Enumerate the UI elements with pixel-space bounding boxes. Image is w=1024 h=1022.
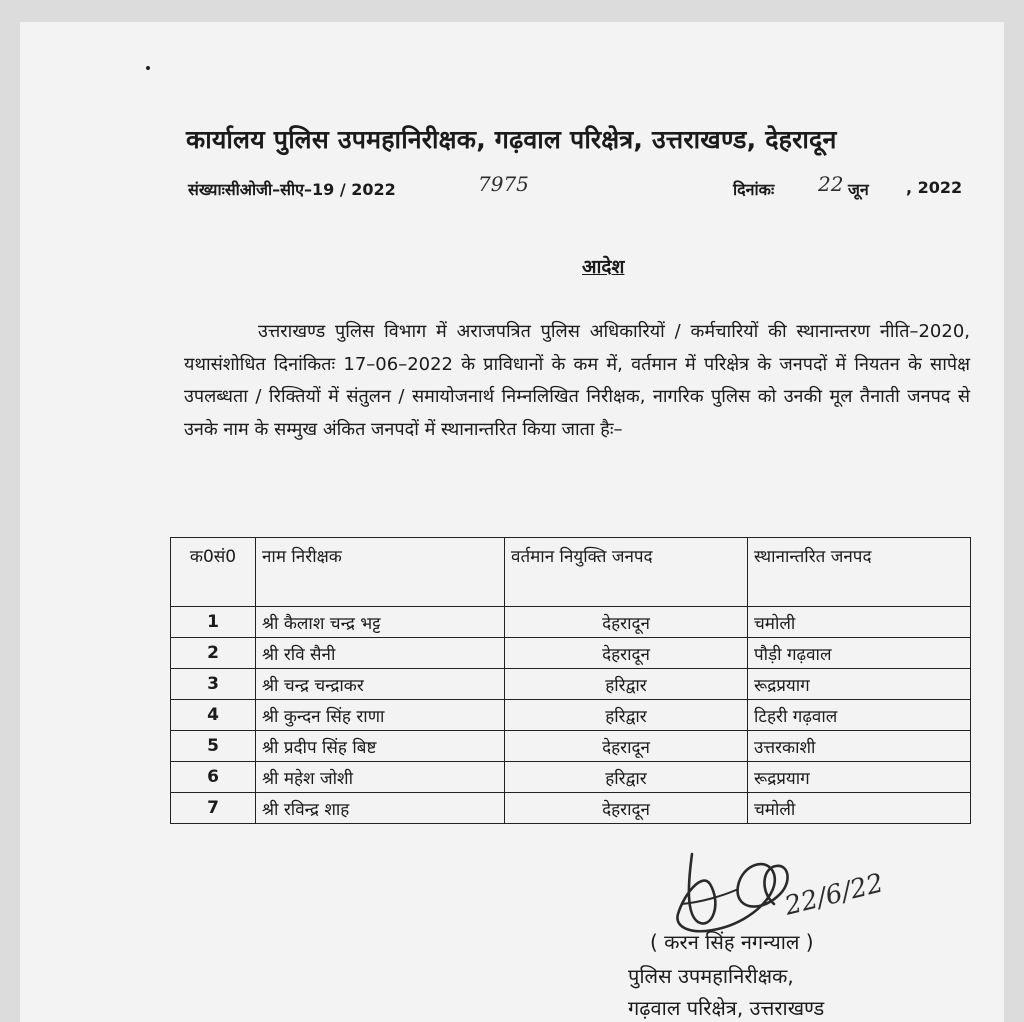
cell-current-district: हरिद्वार bbox=[505, 700, 748, 731]
transfer-table bbox=[170, 537, 971, 824]
office-title: कार्यालय पुलिस उपमहानिरीक्षक, गढ़वाल परिक्षेत्र, उत्तराखण्ड, देहरादून bbox=[186, 125, 837, 154]
signature-date-handwritten: 22/6/22 bbox=[781, 868, 887, 922]
cell-serial: 1 bbox=[171, 607, 256, 638]
cell-serial: 3 bbox=[171, 669, 256, 700]
reference-label: संख्याःसीओजी–सीए–19 / 2022 bbox=[188, 180, 396, 199]
table-header-row bbox=[171, 538, 971, 607]
cell-transferred-district: रूद्रप्रयाग bbox=[748, 762, 971, 793]
cell-current-district: देहरादून bbox=[505, 607, 748, 638]
cell-transferred-district: रूद्रप्रयाग bbox=[748, 669, 971, 700]
date-month: जून bbox=[848, 180, 869, 199]
date-label: दिनांकः bbox=[733, 180, 775, 199]
header-current-district: वर्तमान नियुक्ति जनपद bbox=[505, 538, 748, 607]
header-transferred-district: स्थानान्तरित जनपद bbox=[748, 538, 971, 607]
signer-designation: पुलिस उपमहानिरीक्षक, bbox=[628, 964, 794, 988]
cell-serial: 2 bbox=[171, 638, 256, 669]
cell-current-district: हरिद्वार bbox=[505, 669, 748, 700]
cell-current-district: देहरादून bbox=[505, 731, 748, 762]
cell-serial: 5 bbox=[171, 731, 256, 762]
order-body: उत्तराखण्ड पुलिस विभाग में अराजपत्रित पुलिस अधिकारियों / कर्मचारियों की स्थानान्तरण नीति–2020, यथासंशोधित दिनांकितः 17–06–2022 के प्राविधानों के कम में, वर्तमान में परिक्षेत्र के जनपदों में नियतन के सापेक्ष उपलब्धता / रिक्तियों में संतुलन / समायोजनार्थ निम्नलिखित निरीक्षक, नागरिक पुलिस को उनकी मूल तैनाती जनपद से उनके नाम के सम्मुख अंकित जनपदों में स्थानान्तरित किया जाता हैः– bbox=[184, 321, 970, 440]
cell-current-district: देहरादून bbox=[505, 638, 748, 669]
cell-serial: 7 bbox=[171, 793, 256, 824]
cell-name: श्री प्रदीप सिंह बिष्ट bbox=[256, 731, 505, 762]
cell-serial: 4 bbox=[171, 700, 256, 731]
table-row bbox=[171, 607, 971, 638]
date-day-handwritten: 22 bbox=[818, 172, 844, 196]
cell-transferred-district: चमोली bbox=[748, 793, 971, 824]
cell-serial: 6 bbox=[171, 762, 256, 793]
cell-transferred-district: टिहरी गढ़वाल bbox=[748, 700, 971, 731]
signer-name: ( करन सिंह नगन्याल ) bbox=[650, 930, 814, 954]
cell-transferred-district: उत्तरकाशी bbox=[748, 731, 971, 762]
cell-transferred-district: चमोली bbox=[748, 607, 971, 638]
header-name: नाम निरीक्षक bbox=[256, 538, 505, 607]
table-row bbox=[171, 638, 971, 669]
cell-name: श्री कैलाश चन्द्र भट्ट bbox=[256, 607, 505, 638]
cell-name: श्री रविन्द्र शाह bbox=[256, 793, 505, 824]
signer-unit: गढ़वाल परिक्षेत्र, उत्तराखण्ड bbox=[628, 996, 825, 1020]
cell-name: श्री महेश जोशी bbox=[256, 762, 505, 793]
table-row bbox=[171, 669, 971, 700]
header-serial: क0सं0 bbox=[171, 538, 256, 607]
table-row bbox=[171, 700, 971, 731]
order-heading: आदेश bbox=[582, 256, 625, 278]
ink-dot bbox=[146, 66, 150, 70]
cell-name: श्री रवि सैनी bbox=[256, 638, 505, 669]
cell-name: श्री चन्द्र चन्द्राकर bbox=[256, 669, 505, 700]
table-row bbox=[171, 793, 971, 824]
cell-transferred-district: पौड़ी गढ़वाल bbox=[748, 638, 971, 669]
cell-current-district: देहरादून bbox=[505, 793, 748, 824]
date-year: , 2022 bbox=[906, 178, 963, 197]
cell-current-district: हरिद्वार bbox=[505, 762, 748, 793]
reference-number-handwritten: 7975 bbox=[478, 172, 529, 196]
cell-name: श्री कुन्दन सिंह राणा bbox=[256, 700, 505, 731]
table-row bbox=[171, 731, 971, 762]
table-row bbox=[171, 762, 971, 793]
